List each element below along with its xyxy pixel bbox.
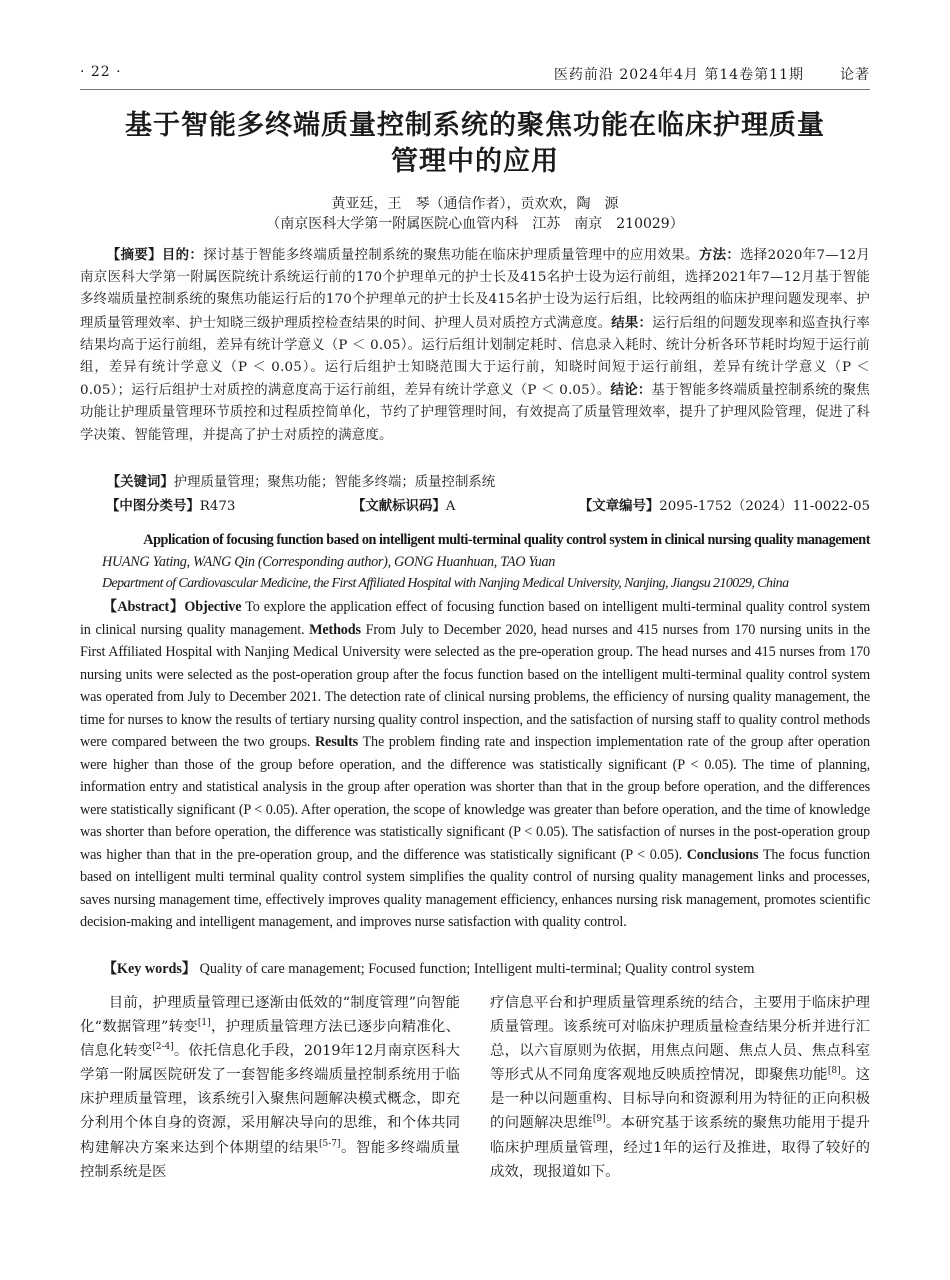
chinese-keywords bbox=[80, 472, 870, 493]
en-abstract-label: 【Abstract】 bbox=[102, 599, 185, 615]
english-authors: HUANG Yating, WANG Qin (Corresponding author), GONG Huanhuan, TAO Yuan bbox=[102, 554, 556, 570]
english-title: Application of focusing function based on intelligent multi-terminal quality control system in clinical nursing quality management bbox=[143, 532, 870, 548]
citation-ref: [8] bbox=[827, 1066, 841, 1077]
article-title-line-1: 基于智能多终端质量控制系统的聚焦功能在临床护理质量 bbox=[125, 110, 825, 141]
en-conclusions-text: The focus function based on intelligent multi terminal quality control system simplifies the quality control of nursing quality management links and processes, saves nursing management time, effectively improves quality management efficiency, enhances nursing risk management, promotes scientific decision-making and intelligent management, and improves nurse satisfaction with quality control. bbox=[80, 846, 870, 930]
document-code: 【文献标识码】A bbox=[352, 498, 456, 514]
english-affiliation: Department of Cardiovascular Medicine, the First Affiliated Hospital with Nanjing Medical University, Nanjing, Jiangsu 210029, China bbox=[102, 576, 789, 591]
citation-ref: [1] bbox=[197, 1018, 211, 1029]
results-text: 运行后组的问题发现率和巡查执行率结果均高于运行前组，差异有统计学意义（P ＜ 0.05）。运行后组计划制定耗时、信息录入耗时、统计分析各环节耗时均短于运行前组，差异有统计学意义（P ＜ 0.05）。运行后组护士知晓范围大于运行前，知晓时间短于运行前组，差异有统计学意义（P ＜ 0.05）；运行后组护士对质控的满意度高于运行前组，差异有统计学意义（P ＜ 0.05）。 bbox=[80, 315, 870, 399]
english-abstract bbox=[80, 596, 870, 934]
objective-text: 探讨基于智能多终端质量控制系统的聚焦功能在临床护理质量管理中的应用效果。 bbox=[203, 248, 699, 263]
english-keywords bbox=[80, 958, 870, 980]
article-number: 【文章编号】2095-1752（2024）11-0022-05 bbox=[578, 498, 870, 514]
affiliation: （南京医科大学第一附属医院心血管内科 江苏 南京 210029） bbox=[266, 216, 684, 232]
header-rule bbox=[80, 89, 870, 90]
journal-info: 医药前沿 2024年4月 第14卷第11期 bbox=[553, 67, 804, 83]
en-methods-text: From July to December 2020, head nurses and 415 nurses from 170 nursing units in the First Affiliated Hospital with Nanjing Medical University were selected as the pre-operation group. The head nurses and 415 nurses from 170 nursing units were selected as the post-operation group after the focus function based on the intelligent multi-terminal quality control system was operated from July to December 2021. The detection rate of clinical nursing problems, the efficiency of nursing quality management, the time for nurses to know the results of tertiary nursing quality control inspection, and the satisfaction of nursing staff to quality control methods were compared between the two groups. bbox=[80, 621, 870, 750]
en-keywords-label: 【Key words】 bbox=[102, 961, 197, 977]
body-column-right: 疗信息平台和护理质量管理系统的结合，主要用于临床护理质量管理。该系统可对临床护理质量检查结果分析并进行汇总，以六盲原则为依据，用焦点问题、焦点人员、焦点科室等形式从不同角度客观地反映质控情况，即聚焦功能[8]。这是一种以问题重构、目标导向和资源利用为特征的正向积极的问题解决思维[9]。本研究基于该系统的聚焦功能用于提升临床护理质量管理，经过1年的运行及推进，取得了较好的成效，现报道如下。 bbox=[490, 995, 870, 1180]
conclusion-text: 基于智能多终端质量控制系统的聚焦功能让护理质量管理环节质控和过程质控简单化，节约了护理管理时间，有效提高了质量管理效率，提升了护理风险管理，促进了科学决策、智能管理，并提高了护士对质控的满意度。 bbox=[80, 383, 870, 443]
citation-ref: [2-4] bbox=[152, 1042, 174, 1053]
author-list: 黄亚廷，王 琴（通信作者），贡欢欢，陶 源 bbox=[331, 196, 619, 212]
keywords-text: 护理质量管理；聚焦功能；智能多终端；质量控制系统 bbox=[173, 475, 496, 490]
chinese-abstract bbox=[80, 244, 870, 447]
classification-row bbox=[80, 496, 870, 516]
citation-ref: [9] bbox=[592, 1114, 606, 1125]
en-results-text: The problem finding rate and inspection implementation rate of the group after operation were higher than those of the group before operation, and the difference was statistically significant (P < 0.05). The time of planning, information entry and statistical analysis in the group after operation was shorter than that in the group before operation, and the differences were statistically significant (P < 0.05). After operation, the scope of knowledge was greater than before operation, and the time of knowledge was shorter than before operation, the difference was statistically significant (P < 0.05). The satisfaction of nurses in the post-operation group was higher than that in the pre-operation group, and the difference was statistically significant (P < 0.05). bbox=[80, 734, 870, 863]
running-header bbox=[80, 64, 870, 84]
results-label: 结果： bbox=[611, 314, 653, 331]
methods-label: 方法： bbox=[698, 247, 741, 263]
en-conclusions-label: Conclusions bbox=[686, 846, 759, 863]
en-objective-text: To explore the application effect of focusing function based on intelligent multi-terminal quality control system in clinical nursing quality management. bbox=[80, 599, 870, 638]
section-label: 论著 bbox=[840, 67, 870, 83]
page-number: · 22 · bbox=[80, 64, 122, 80]
body-column-left: 目前，护理质量管理已逐渐由低效的“制度管理”向智能化“数据管理”转变[1]，护理质量管理方法已逐步向精准化、信息化转变[2-4]。依托信息化手段，2019年12月南京医科大学第一附属医院研发了一套智能多终端质量控制系统用于临床护理质量管理，该系统引入聚焦问题解决模式概念，即充分利用个体自身的资源，采用解决导向的思维，和个体共同构建解决方案来达到个体期望的结果[5-7]。智能多终端质量控制系统是医 bbox=[80, 995, 460, 1180]
en-keywords-text: Quality of care management; Focused function; Intelligent multi-terminal; Quality control system bbox=[196, 961, 755, 977]
en-methods-label: Methods bbox=[309, 621, 361, 638]
keywords-label: 【关键词】 bbox=[106, 474, 174, 490]
objective-label: 目的： bbox=[161, 247, 204, 263]
article-title-line-2: 管理中的应用 bbox=[391, 146, 559, 177]
clc-number: 【中图分类号】R473 bbox=[106, 498, 236, 514]
methods-text: 选择2020年7—12月南京医科大学第一附属医院统计系统运行前的170个护理单元的护士长及415名护士设为运行前组，选择2021年7—12月基于智能多终端质量控制系统的聚焦功能运行后的170个护理单元的护士长及415名护士设为运行后组，比较两组的临床护理问题发现率、护理质量管理效率、护士知晓三级护理质控检查结果的时间、护理人员对质控方式满意度。 bbox=[80, 248, 870, 331]
citation-ref: [5-7] bbox=[318, 1138, 341, 1149]
conclusion-label: 结论： bbox=[610, 382, 652, 399]
en-results-label: Results bbox=[314, 734, 359, 750]
abstract-label: 【摘要】 bbox=[106, 247, 162, 263]
en-objective-label: Objective bbox=[184, 599, 242, 615]
